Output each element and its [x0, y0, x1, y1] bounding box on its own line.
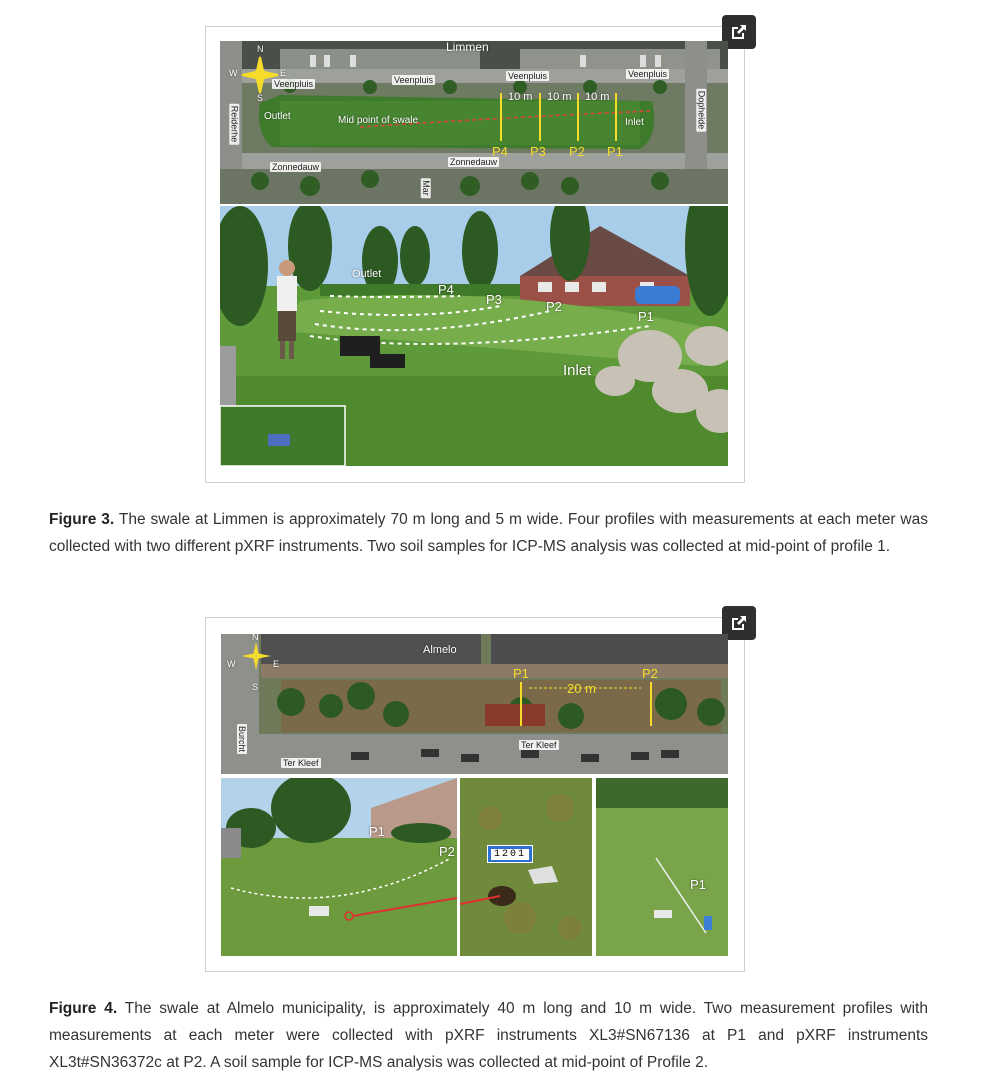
- map-profile-p4-label: P4: [492, 144, 508, 159]
- figure-4-aerial-map: [221, 634, 728, 774]
- photo-profile-p1-label: P1: [690, 877, 706, 892]
- compass-w-label: W: [229, 68, 238, 78]
- photo-inlet-label: Inlet: [563, 362, 592, 379]
- street-label: Mar: [420, 180, 431, 196]
- compass-s-label: S: [257, 93, 264, 103]
- figure-3-aerial-map: [220, 41, 728, 204]
- figure-4-caption-number: Figure 4.: [49, 1000, 118, 1017]
- street-label: Veenpluis: [274, 79, 314, 89]
- figure-3-field-photo: [220, 206, 728, 466]
- figure-3-caption-number: Figure 3.: [49, 511, 115, 528]
- compass-s-label: S: [252, 682, 259, 692]
- map-profile-p2-label: P2: [642, 666, 658, 681]
- street-label: Veenpluis: [508, 71, 548, 81]
- street-label: Burcht: [237, 725, 248, 753]
- figure-4-caption-text: The swale at Almelo municipality, is approximately 40 m long and 10 m wide. Two measurement profiles with measurements at each meter were collected with pXRF instruments XL3#SN67136 at P1 and pXRF instruments XL3t#SN36372c at P2. A soil sample for ICP-MS analysis was collected at mid-point of Profile 2.: [49, 1000, 928, 1071]
- map-profile-p1-label: P1: [513, 666, 529, 681]
- map-inlet-label: Inlet: [625, 117, 644, 128]
- sample-tag-number: 1201: [491, 849, 529, 860]
- map-town-label: Limmen: [446, 41, 489, 54]
- map-profile-p2-label: P2: [569, 144, 585, 159]
- map-outlet-label: Outlet: [264, 111, 291, 122]
- street-label: Veenpluis: [628, 69, 668, 79]
- figure-4-photo-left: [221, 778, 457, 956]
- photo-profile-p3-label: P3: [486, 292, 502, 307]
- sample-tag: [487, 845, 533, 863]
- street-label: Zonnedauw: [450, 157, 498, 167]
- external-link-icon: [729, 613, 749, 633]
- map-distance-label: 20 m: [567, 681, 596, 696]
- map-profile-p1-label: P1: [607, 144, 623, 159]
- figure-4-caption: [49, 995, 928, 1076]
- photo-profile-p1-label: P1: [369, 824, 385, 839]
- figure-3-caption: [49, 506, 928, 560]
- compass-n-label: N: [257, 44, 264, 54]
- street-label: Dopheide: [696, 90, 707, 130]
- compass-e-label: E: [280, 68, 287, 78]
- map-town-label: Almelo: [423, 644, 457, 656]
- figure-4-photo-middle: [460, 778, 592, 956]
- map-profile-p3-label: P3: [530, 144, 546, 159]
- compass-w-label: W: [227, 659, 236, 669]
- photo-profile-p4-label: P4: [438, 282, 454, 297]
- compass-e-label: E: [273, 659, 280, 669]
- street-label: Reiderhe: [229, 105, 240, 143]
- compass-n-label: N: [252, 634, 259, 642]
- external-link-icon: [729, 22, 749, 42]
- street-label: Veenpluis: [394, 75, 434, 85]
- photo-profile-p1-label: P1: [638, 309, 654, 324]
- photo-outlet-label: Outlet: [352, 268, 382, 280]
- street-label: Zonnedauw: [272, 162, 320, 172]
- photo-profile-p2-label: P2: [439, 844, 455, 859]
- figure-4-photo-right: [596, 778, 728, 956]
- map-distance-label: 10 m: [585, 91, 610, 103]
- map-midpoint-label: Mid point of swale: [338, 115, 419, 126]
- street-label: Ter Kleef: [521, 740, 557, 750]
- street-label: Ter Kleef: [283, 758, 319, 768]
- photo-profile-p2-label: P2: [546, 299, 562, 314]
- figure-3-caption-text: The swale at Limmen is approximately 70 m long and 5 m wide. Four profiles with measurements at each meter was collected with two different pXRF instruments. Two soil samples for ICP-MS analysis was collected at mid-point of profile 1.: [49, 511, 928, 555]
- map-distance-label: 10 m: [547, 91, 572, 103]
- map-distance-label: 10 m: [508, 91, 533, 103]
